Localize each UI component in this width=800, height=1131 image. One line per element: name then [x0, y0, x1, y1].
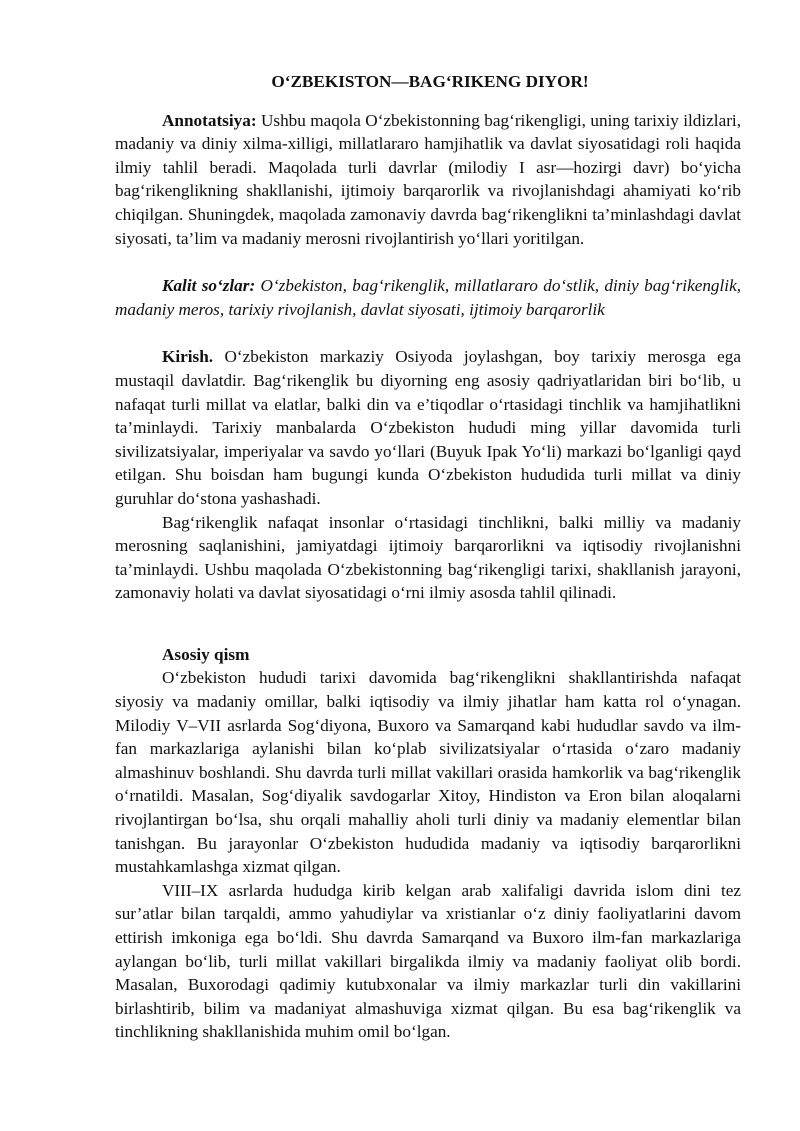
- document-page: [115, 70, 741, 1044]
- intro-text: O‘zbekiston markaziy Osiyoda joylashgan, boy tarixiy merosga ega mustaqil davlatdir. Bag‘rikenglik bu diyorning eng asosiy qadriyatlaridan biri bo‘lib, u nafaqat turli millat va elatlar, balki din va e’tiqodlar o‘rtasidagi tinchlik va hamjihatlikni ta’minlaydi. Tarixiy manbalarda O‘zbekiston hududi ming yillar davomida turli sivilizatsiyalar, imperiyalar va savdo yo‘llari (Buyuk Ipak Yo‘li) markazi bo‘lganligi qayd etilgan. Shu boisdan ham bugungi kunda O‘zbekiston hududida turli millat va diniy guruhlar do‘stona yashashadi.: [115, 347, 741, 508]
- keywords-text: O‘zbekiston, bag‘rikenglik, millatlararo do‘stlik, diniy bag‘rikenglik, madaniy meros, tarixiy rivojlanish, davlat siyosati, ijtimoiy barqarorlik: [115, 276, 741, 319]
- annotation-label: Annotatsiya:: [162, 110, 257, 130]
- intro-paragraph: [115, 345, 741, 510]
- annotation-text: Ushbu maqola O‘zbekistonning bag‘rikengligi, uning tarixiy ildizlari, madaniy va diniy xilma-xilligi, millatlararo hamjihatlik va davlat siyosatidagi roli haqida ilmiy tahlil beradi. Maqolada turli davrlar (milodiy I asr—hozirgi davr) bo‘yicha bag‘rikenglikning shakllanishi, ijtimoiy barqarorlik va rivojlanishdagi ahamiyati ko‘rib chiqilgan. Shuningdek, maqolada zamonaviy davrda bag‘rikenglikni ta’minlashdagi davlat siyosati, ta’lim va madaniy merosni rivojlantirish yo‘llari yoritilgan.: [115, 110, 741, 248]
- spacer: [115, 605, 741, 643]
- main-paragraph-2: VIII–IX asrlarda hududga kirib kelgan arab xalifaligi davrida islom dini tez sur’atlar bilan tarqaldi, ammo yahudiylar va xristianlar o‘z diniy faoliyatlarini davom ettirish imkoniga ega bo‘ldi. Shu davrda Samarqand va Buxoro ilm-fan markazlariga aylangan bo‘lib, turli millat vakillari birgalikda ilmiy va madaniy faoliyat olib bordi. Masalan, Buxorodagi qadimiy kutubxonalar va ilmiy markazlar turli din vakillarini birlashtirib, bilim va madaniyat almashuviga xizmat qilgan. Bu esa bag‘rikenglik va tinchlikning shakllanishida muhim omil bo‘lgan.: [115, 880, 741, 1042]
- keywords-paragraph: [115, 274, 741, 321]
- spacer: [115, 321, 741, 345]
- document-title: O‘ZBEKISTON—BAG‘RIKENG DIYOR!: [271, 72, 589, 91]
- spacer: [115, 250, 741, 274]
- annotation-paragraph: [115, 109, 741, 251]
- intro-paragraph-2: Bag‘rikenglik nafaqat insonlar o‘rtasidagi tinchlikni, balki milliy va madaniy merosning saqlanishini, jamiyatdagi ijtimoiy barqarorlikni va iqtisodiy rivojlanishni ta’minlaydi. Ushbu maqolada O‘zbekistonning bag‘rikengligi tarixi, shakllanish jarayoni, zamonaviy holati va davlat siyosatidagi o‘rni ilmiy asosda tahlil qilinadi.: [115, 512, 741, 603]
- main-paragraph-1: O‘zbekiston hududi tarixi davomida bag‘rikenglikni shakllantirishda nafaqat siyosiy va madaniy omillar, balki iqtisodiy va ilmiy jihatlar ham katta rol o‘ynagan. Milodiy V–VII asrlarda Sog‘diyona, Buxoro va Samarqand kabi hududlar savdo va ilm-fan markazlariga aylanishi bilan ko‘plab sivilizatsiyalar o‘rtasida o‘zaro madaniy almashinuv boshlandi. Shu davrda turli millat vakillari orasida hamkorlik va bag‘rikenglik o‘rnatildi. Masalan, Sog‘diyalik savdogarlar Xitoy, Hindiston va Eron bilan aloqalarni rivojlantirgan bo‘lsa, shu orqali mahalliy aholi turli diniy va madaniy elementlar bilan tanishgan. Bu jarayonlar O‘zbekiston hududida madaniy va iqtisodiy barqarorlikni mustahkamlashga xizmat qilgan.: [115, 668, 741, 877]
- section-heading: Asosiy qism: [162, 644, 250, 664]
- intro-label: Kirish.: [162, 347, 214, 367]
- keywords-label: Kalit so‘zlar:: [162, 276, 256, 296]
